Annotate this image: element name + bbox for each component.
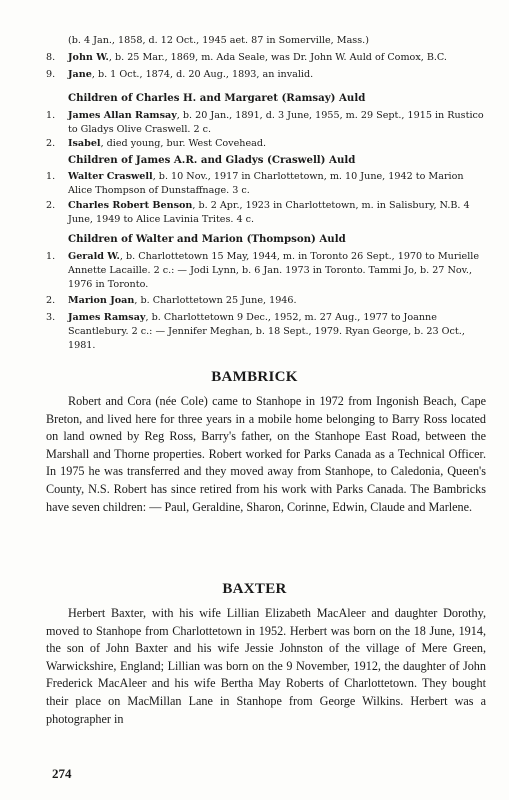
entry-name: Marion Joan [68, 295, 135, 306]
entry-name: Jane [68, 69, 92, 80]
section-heading-baxter: BAXTER [222, 581, 287, 597]
family-subheading: Children of James A.R. and Gladys (Craswell) Auld [68, 154, 356, 166]
entry-text: (b. 4 Jan., 1858, d. 12 Oct., 1945 aet. 87 in Somerville, Mass.) [68, 35, 369, 46]
entry-text: , b. 25 Mar., 1869, m. Ada Seale, was Dr. John W. Auld of Comox, B.C. [108, 52, 447, 63]
entry-number: 2. [46, 138, 56, 149]
entry-text: , b. 1 Oct., 1874, d. 20 Aug., 1893, an invalid. [91, 69, 314, 80]
entry-text: , b. Charlottetown 9 Dec., 1952, m. 27 Aug., 1977 to Joanne Scantlebury. 2 c.: — Jennifer Meghan, b. 18 Sept., 1979. Ryan George, b. 23 Oct., 1981. [68, 312, 465, 351]
entry-text: , b. Charlottetown 25 June, 1946. [134, 295, 297, 306]
entry-name: Walter Craswell [68, 171, 153, 182]
entry-text: , b. 10 Nov., 1917 in Charlottetown, m. 10 June, 1942 to Marion Alice Thompson of Dunstaffnage. 3 c. [68, 171, 464, 196]
entry-name: Isabel [68, 138, 101, 149]
entry-name: Gerald W. [68, 251, 120, 262]
page-number: 274 [52, 766, 72, 781]
entry-text: , b. 2 Apr., 1923 in Charlottetown, m. in Salisbury, N.B. 4 June, 1949 to Alice Lavinia Trites. 4 c. [68, 200, 470, 225]
family-subheading: Children of Walter and Marion (Thompson) Auld [68, 233, 346, 245]
entry-text: , died young, bur. West Covehead. [100, 138, 267, 149]
entry-name: James Ramsay [68, 312, 146, 323]
entry-number: 2. [46, 200, 56, 211]
entry-number: 1. [46, 171, 56, 182]
bambrick-paragraph: Robert and Cora (née Cole) came to Stanhope in 1972 from Ingonish Beach, Cape Breton, and lived here for three years in a mobile home belonging to Barry Ross located on land owned by Reg Ross, Barry's father, on the Stanhope East Road, between the Marshall and Thorne properties. Robert worked for Parks Canada as a Technical Officer. In 1975 he was transferred and they moved away from Stanhope, to Caledonia, Queen's County, N.S. Robert has since retired from his work with Parks Canada. The Bambricks have seven children: — Paul, Geraldine, Sharon, Corinne, Edwin, Claude and Marlene. [46, 394, 486, 514]
entry-number: 3. [46, 312, 56, 323]
entry-name: Charles Robert Benson [68, 200, 193, 211]
entry-text: , b. 20 Jan., 1891, d. 3 June, 1955, m. 29 Sept., 1915 in Rustico to Gladys Olive Craswell. 2 c. [68, 110, 484, 135]
entry-name: John W. [68, 52, 109, 63]
entry-text: , b. Charlottetown 15 May, 1944, m. in Toronto 26 Sept., 1970 to Murielle Annette Lacaille. 2 c.: — Jodi Lynn, b. 6 Jan. 1973 in Toronto. Tammi Jo, b. 27 Nov., 1976 in Toronto. [68, 251, 480, 290]
entry-number: 2. [46, 295, 56, 306]
section-heading-bambrick: BAMBRICK [211, 369, 298, 385]
entry-number: 1. [46, 251, 56, 262]
baxter-paragraph: Herbert Baxter, with his wife Lillian Elizabeth MacAleer and daughter Dorothy, moved to Stanhope from Charlottetown in 1952. Herbert was born on the 18 June, 1914, the son of John Baxter and his wife Jessie Johnston of the village of Mere Green, Warwickshire, England; Lillian was born on the 9 November, 1912, the daughter of John Frederick MacAleer and his wife Bertha May Roberts of Charlottetown. They bought their place on MacMillan Lane in Stanhope from George Wilkins. Herbert was a photographer in [46, 606, 486, 726]
family-subheading: Children of Charles H. and Margaret (Ramsay) Auld [68, 92, 366, 104]
entry-name: James Allan Ramsay [68, 110, 177, 121]
entry-number: 9. [46, 69, 56, 80]
entry-number: 8. [46, 52, 56, 63]
entry-number: 1. [46, 110, 56, 121]
